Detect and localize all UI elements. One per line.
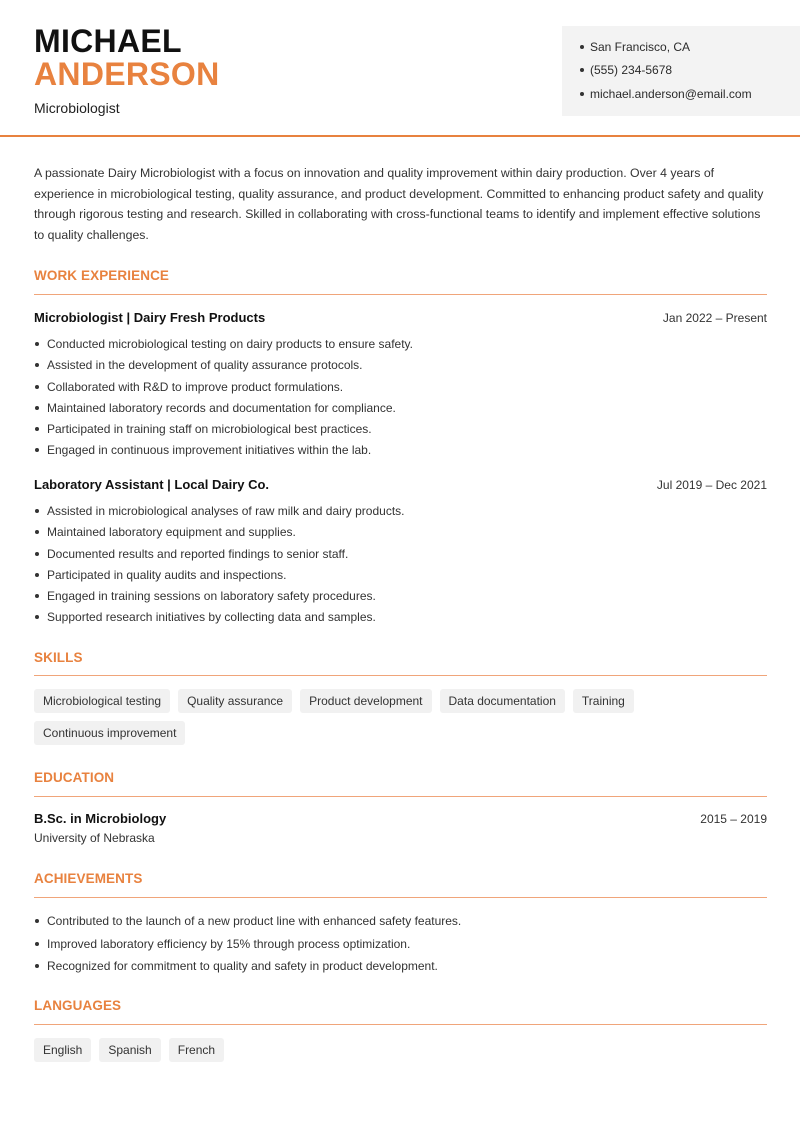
- section-divider: [34, 675, 767, 676]
- job-role: Laboratory Assistant | Local Dairy Co.: [34, 477, 270, 492]
- degree: B.Sc. in Microbiology: [34, 811, 167, 826]
- section-title-skills: SKILLS: [34, 650, 83, 665]
- contact-location: [580, 40, 690, 54]
- list-item: Engaged in continuous improvement initiatives within the lab.: [34, 442, 764, 463]
- resume-header: [0, 0, 800, 137]
- section-divider: [34, 1024, 767, 1025]
- list-item: Participated in quality audits and inspections.: [34, 567, 764, 588]
- section-divider: [34, 294, 767, 295]
- skill-chip: Microbiological testing: [34, 689, 170, 713]
- section-divider: [34, 897, 767, 898]
- bullet-dot: [580, 45, 584, 49]
- contact-email-text[interactable]: michael.anderson@email.com: [590, 87, 752, 101]
- list-item: Engaged in training sessions on laboratory safety procedures.: [34, 588, 764, 609]
- skill-chip: Quality assurance: [178, 689, 292, 713]
- contact-phone-text: (555) 234-5678: [590, 63, 673, 77]
- job-role: Microbiologist | Dairy Fresh Products: [34, 310, 266, 325]
- section-title-education: EDUCATION: [34, 770, 115, 785]
- list-item: Participated in training staff on microbiological best practices.: [34, 421, 764, 442]
- first-name: MICHAEL: [34, 23, 182, 59]
- language-chip: English: [34, 1038, 91, 1062]
- list-item: Maintained laboratory equipment and supplies.: [34, 524, 764, 545]
- language-chip: Spanish: [99, 1038, 160, 1062]
- last-name: ANDERSON: [34, 56, 220, 92]
- list-item: Supported research initiatives by collecting data and samples.: [34, 609, 764, 630]
- skill-chip: Continuous improvement: [34, 721, 185, 745]
- education-header: [34, 811, 767, 829]
- list-item: Conducted microbiological testing on dairy products to ensure safety.: [34, 336, 764, 357]
- skill-chip: Product development: [300, 689, 431, 713]
- language-chip: French: [169, 1038, 224, 1062]
- bullet-dot: [580, 68, 584, 72]
- job-dates: Jul 2019 – Dec 2021: [656, 478, 767, 492]
- achievements-list: [34, 913, 764, 981]
- contact-phone: [580, 63, 672, 77]
- summary-paragraph: A passionate Dairy Microbiologist with a focus on innovation and quality improvement within dairy production. Over 4 years of experience in microbiological testing, quality assurance, and product development. Committed to enhancing product safety and quality through rigorous testing and research. Skilled in collaborating with cross-functional teams to identify and implement effective solutions to quality challenges.: [34, 166, 764, 243]
- list-item: Documented results and reported findings to senior staff.: [34, 546, 764, 567]
- job-header: [34, 310, 767, 328]
- contact-email[interactable]: [580, 87, 752, 101]
- contact-box: [562, 26, 800, 116]
- skill-chip: Data documentation: [440, 689, 565, 713]
- section-title-languages: LANGUAGES: [34, 998, 122, 1013]
- job-bullets: [34, 503, 764, 631]
- school-name: University of Nebraska: [34, 831, 155, 845]
- bullet-dot: [580, 92, 584, 96]
- list-item: Assisted in microbiological analyses of raw milk and dairy products.: [34, 503, 764, 524]
- job-title: Microbiologist: [34, 100, 120, 116]
- list-item: Contributed to the launch of a new product line with enhanced safety features.: [34, 913, 764, 936]
- job-bullets: [34, 336, 764, 464]
- job-dates: Jan 2022 – Present: [662, 311, 767, 325]
- skills-list: [34, 689, 774, 745]
- section-title-work: WORK EXPERIENCE: [34, 268, 170, 283]
- job-header: [34, 477, 767, 495]
- section-divider: [34, 796, 767, 797]
- education-years: 2015 – 2019: [700, 812, 767, 826]
- list-item: Improved laboratory efficiency by 15% through process optimization.: [34, 936, 764, 959]
- languages-list: [34, 1038, 774, 1062]
- section-title-achievements: ACHIEVEMENTS: [34, 871, 143, 886]
- list-item: Recognized for commitment to quality and safety in product development.: [34, 958, 764, 981]
- list-item: Collaborated with R&D to improve product formulations.: [34, 379, 764, 400]
- skill-chip: Training: [573, 689, 634, 713]
- list-item: Assisted in the development of quality assurance protocols.: [34, 357, 764, 378]
- list-item: Maintained laboratory records and documentation for compliance.: [34, 400, 764, 421]
- contact-location-text: San Francisco, CA: [590, 40, 691, 54]
